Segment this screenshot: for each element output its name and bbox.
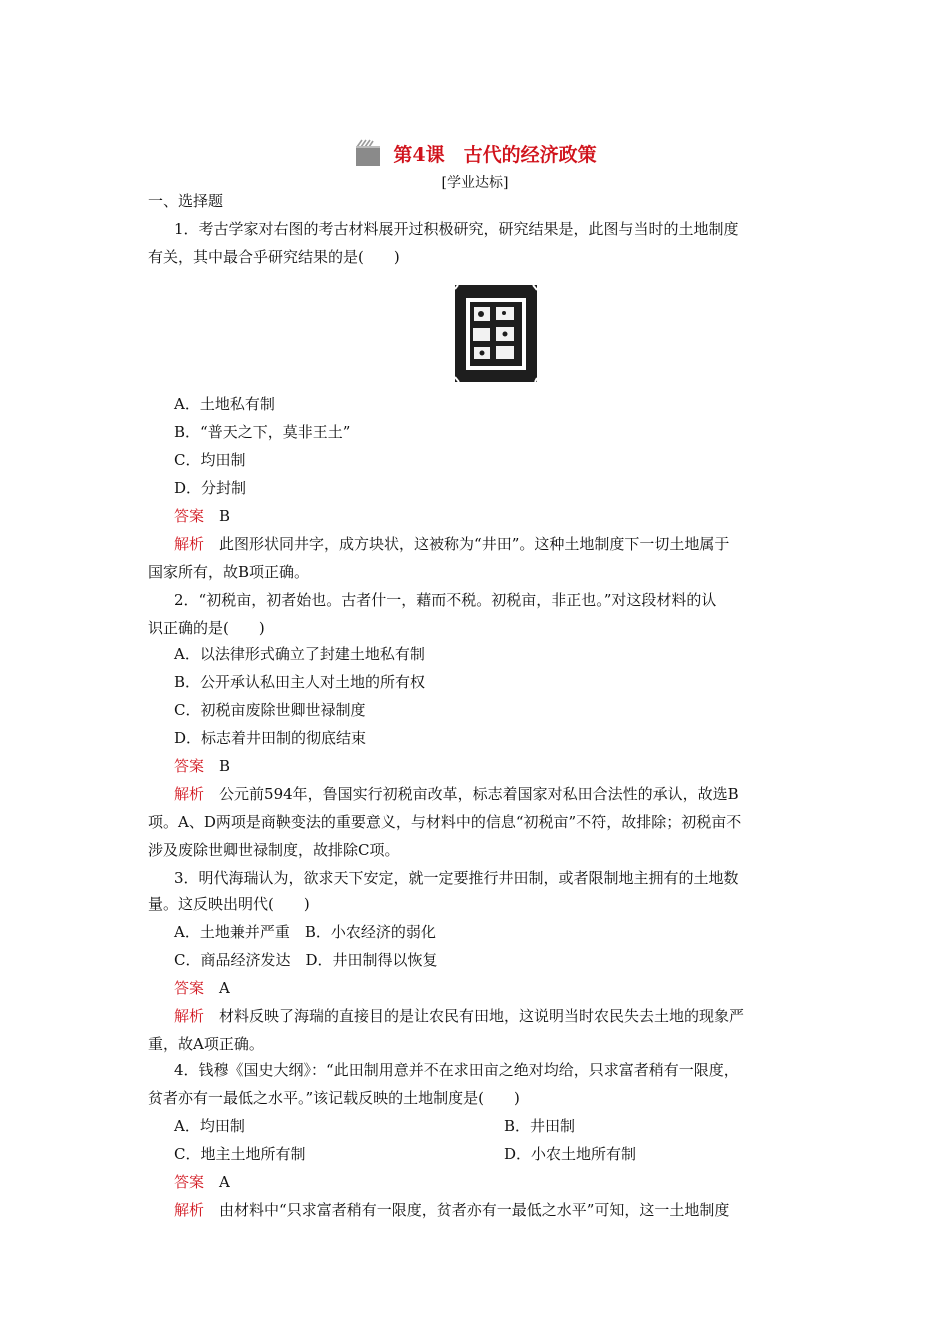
analysis-label: 解析 bbox=[174, 535, 205, 553]
q3-answer-value: A bbox=[219, 979, 230, 997]
q4-analysis bbox=[174, 1200, 828, 1220]
answer-label: 答案 bbox=[174, 757, 205, 775]
answer-label: 答案 bbox=[174, 1173, 205, 1191]
q3-options-row-2: C．商品经济发达 D．井田制得以恢复 bbox=[174, 951, 438, 969]
q1-answer bbox=[174, 506, 828, 526]
q4-option-d: D．小农土地所有制 bbox=[504, 1145, 637, 1163]
q1-analysis bbox=[174, 534, 828, 554]
q1-option-b: B．“普天之下，莫非王土” bbox=[174, 423, 351, 441]
q1-answer-value: B bbox=[219, 507, 231, 525]
q1-analysis-cont: 国家所有，故B项正确。 bbox=[148, 563, 310, 581]
q2-option-a: A．以法律形式确立了封建土地私有制 bbox=[174, 645, 425, 663]
q3-analysis-cont: 重，故A项正确。 bbox=[148, 1035, 264, 1053]
page-title: 第4课 古代的经济政策 bbox=[393, 143, 597, 166]
q2-answer bbox=[174, 756, 828, 776]
q2-option-d: D．标志着井田制的彻底结束 bbox=[174, 729, 367, 747]
q2-analysis-cont: 项。A、D两项是商鞅变法的重要意义，与材料中的信息“初税亩”不符，故排除；初税亩不 bbox=[148, 813, 742, 831]
q4-answer bbox=[174, 1172, 828, 1192]
analysis-label: 解析 bbox=[174, 1201, 205, 1219]
question-3-stem: 3．明代海瑞认为，欲求天下安定，就一定要推行井田制，或者限制地主拥有的土地数 bbox=[174, 869, 739, 887]
q2-analysis-cont-2: 涉及废除世卿世禄制度，故排除C项。 bbox=[148, 841, 400, 859]
well-field-stone-rubbing bbox=[455, 285, 537, 382]
analysis-label: 解析 bbox=[174, 785, 205, 803]
q4-options-row-1 bbox=[174, 1116, 828, 1136]
q4-option-c: C．地主土地所有制 bbox=[174, 1145, 306, 1163]
q4-answer-value: A bbox=[219, 1173, 230, 1191]
q1-option-d: D．分封制 bbox=[174, 479, 247, 497]
question-1-stem-cont: 有关，其中最合乎研究结果的是( ) bbox=[148, 248, 400, 266]
q2-analysis-text: 公元前594年，鲁国实行初税亩改革，标志着国家对私田合法性的承认，故选B bbox=[219, 785, 739, 803]
analysis-label: 解析 bbox=[174, 1007, 205, 1025]
q3-analysis-text: 材料反映了海瑞的直接目的是让农民有田地，这说明当时农民失去土地的现象严 bbox=[219, 1007, 745, 1025]
q1-option-a: A．土地私有制 bbox=[174, 395, 275, 413]
q4-option-a: A．均田制 bbox=[174, 1117, 245, 1135]
lesson-header bbox=[0, 138, 950, 168]
q2-answer-value: B bbox=[219, 757, 231, 775]
q3-options-row-1: A．土地兼并严重 B．小农经济的弱化 bbox=[174, 923, 436, 941]
q4-options-row-2 bbox=[174, 1144, 828, 1164]
q2-option-b: B．公开承认私田主人对土地的所有权 bbox=[174, 673, 426, 691]
page-subtitle: [学业达标] bbox=[441, 175, 509, 191]
q1-option-c: C．均田制 bbox=[174, 451, 246, 469]
question-2-stem-cont: 识正确的是( ) bbox=[148, 619, 265, 637]
question-4-stem-cont: 贫者亦有一最低之水平。”该记载反映的土地制度是( ) bbox=[148, 1089, 520, 1107]
answer-label: 答案 bbox=[174, 507, 205, 525]
q3-analysis bbox=[174, 1006, 828, 1026]
answer-label: 答案 bbox=[174, 979, 205, 997]
q2-option-c: C．初税亩废除世卿世禄制度 bbox=[174, 701, 366, 719]
question-4-stem: 4．钱穆《国史大纲》：“此田制用意并不在求田亩之绝对均给，只求富者稍有一限度， bbox=[174, 1061, 739, 1079]
section-heading: 一、选择题 bbox=[148, 192, 224, 210]
question-1-stem: 1．考古学家对右图的考古材料展开过积极研究，研究结果是，此图与当时的土地制度 bbox=[174, 220, 739, 238]
q4-option-b: B．井田制 bbox=[504, 1117, 576, 1135]
question-2-stem: 2．“初税亩，初者始也。古者什一，藉而不税。初税亩，非正也。”对这段材料的认 bbox=[174, 591, 717, 609]
book-icon bbox=[353, 138, 383, 168]
q4-analysis-text: 由材料中“只求富者稍有一限度，贫者亦有一最低之水平”可知，这一土地制度 bbox=[219, 1201, 730, 1219]
q3-answer bbox=[174, 978, 828, 998]
question-3-stem-cont: 量。这反映出明代( ) bbox=[148, 895, 310, 913]
q2-analysis bbox=[174, 784, 828, 804]
q1-analysis-text: 此图形状同井字，成方块状，这被称为“井田”。这种土地制度下一切土地属于 bbox=[219, 535, 730, 553]
